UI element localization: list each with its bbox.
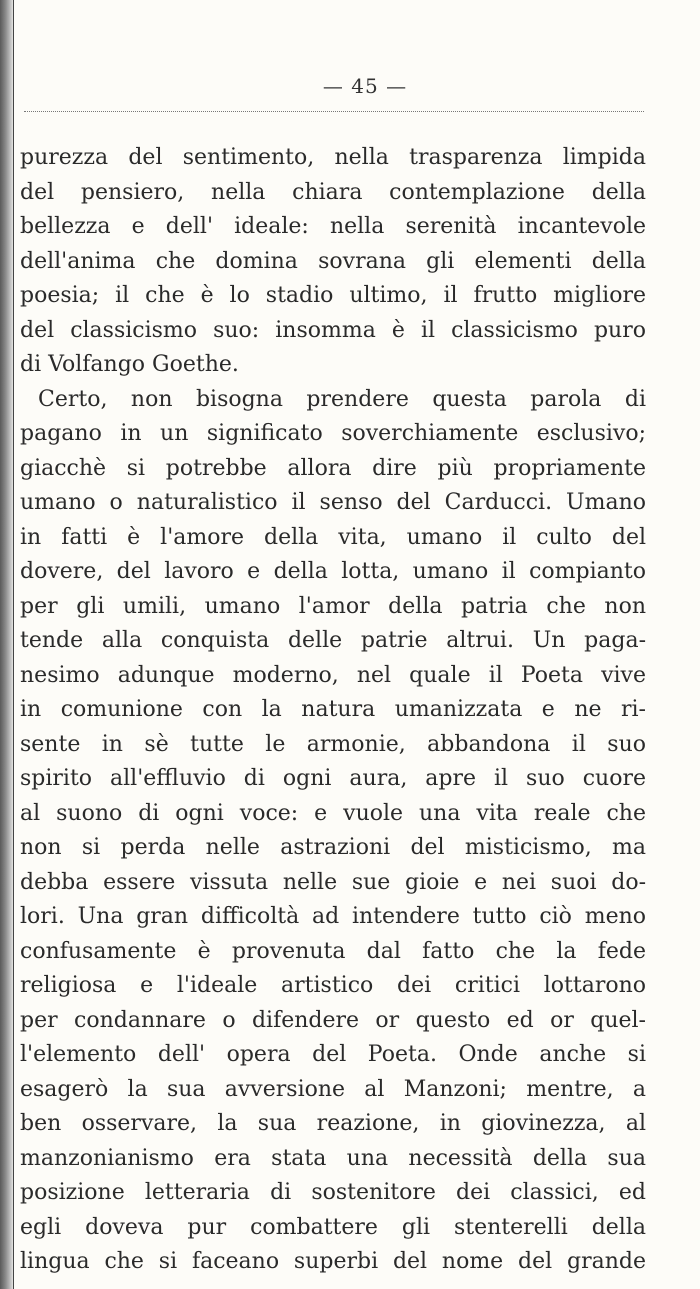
text-line: Certo, non bisogna prendere questa parola di	[38, 386, 646, 412]
text-line: lingua che si faceano superbi del nome del grande	[20, 1249, 646, 1274]
text-line: nesimo adunque moderno, nel quale il Poeta vive	[20, 662, 646, 688]
text-line: manzonianismo era stata una necessità della sua	[20, 1145, 646, 1171]
body-text	[20, 141, 646, 1280]
text-line: ben osservare, la sua reazione, in giovinezza, al	[20, 1111, 646, 1136]
page-number: — 45 —	[322, 74, 408, 98]
text-line: in fatti è l'amore della vita, umano il culto del	[20, 524, 646, 550]
text-line: giacchè si potrebbe allora dire più propriamente	[20, 455, 646, 481]
text-line: sente in sè tutte le armonie, abbandona il suo	[20, 731, 646, 757]
text-line: posizione letteraria di sostenitore dei classici, ed	[20, 1180, 646, 1205]
text-line: esagerò la sua avversione al Manzoni; mentre, a	[20, 1076, 646, 1102]
text-line: religiosa e l'ideale artistico dei critici lottarono	[20, 973, 646, 998]
text-line: debba essere vissuta nelle sue gioie e nei suoi do-	[20, 869, 646, 895]
text-line: per condannare o difendere or questo ed or quel-	[20, 1007, 646, 1033]
text-line: del pensiero, nella chiara contemplazione della	[20, 179, 646, 205]
text-line: dell'anima che domina sovrana gli elementi della	[20, 248, 646, 274]
text-line: del classicismo suo: insomma è il classicismo puro	[20, 317, 646, 343]
text-line: lori. Una gran difficoltà ad intendere tutto ciò meno	[20, 904, 646, 929]
text-line: purezza del sentimento, nella trasparenza limpida	[20, 145, 646, 170]
text-line: di Volfango Goethe.	[20, 352, 239, 377]
text-line: tende alla conquista delle patrie altrui. Un paga-	[20, 628, 646, 653]
header-rule	[24, 111, 644, 112]
text-line: non si perda nelle astrazioni del misticismo, ma	[20, 835, 646, 860]
text-line: confusamente è provenuta dal fatto che la fede	[20, 938, 646, 964]
text-line: spirito all'effluvio di ogni aura, apre il suo cuore	[20, 766, 646, 791]
text-line: al suono di ogni voce: e vuole una vita reale che	[20, 800, 646, 826]
text-line: in comunione con la natura umanizzata e ne ri-	[20, 697, 646, 722]
text-line: dovere, del lavoro e della lotta, umano il compianto	[20, 559, 646, 584]
page-gutter-shadow	[0, 0, 14, 1289]
text-line: poesia; il che è lo stadio ultimo, il frutto migliore	[20, 283, 646, 308]
text-line: bellezza e dell' ideale: nella serenità incantevole	[20, 214, 646, 239]
text-line: per gli umili, umano l'amor della patria che non	[20, 593, 646, 619]
text-line: pagano in un significato soverchiamente esclusivo;	[20, 421, 646, 446]
text-line: umano o naturalistico il senso del Carducci. Umano	[20, 490, 646, 515]
text-line: egli doveva pur combattere gli stenterelli della	[20, 1214, 646, 1240]
text-line: l'elemento dell' opera del Poeta. Onde anche si	[20, 1042, 646, 1067]
page-edge	[13, 0, 14, 1289]
